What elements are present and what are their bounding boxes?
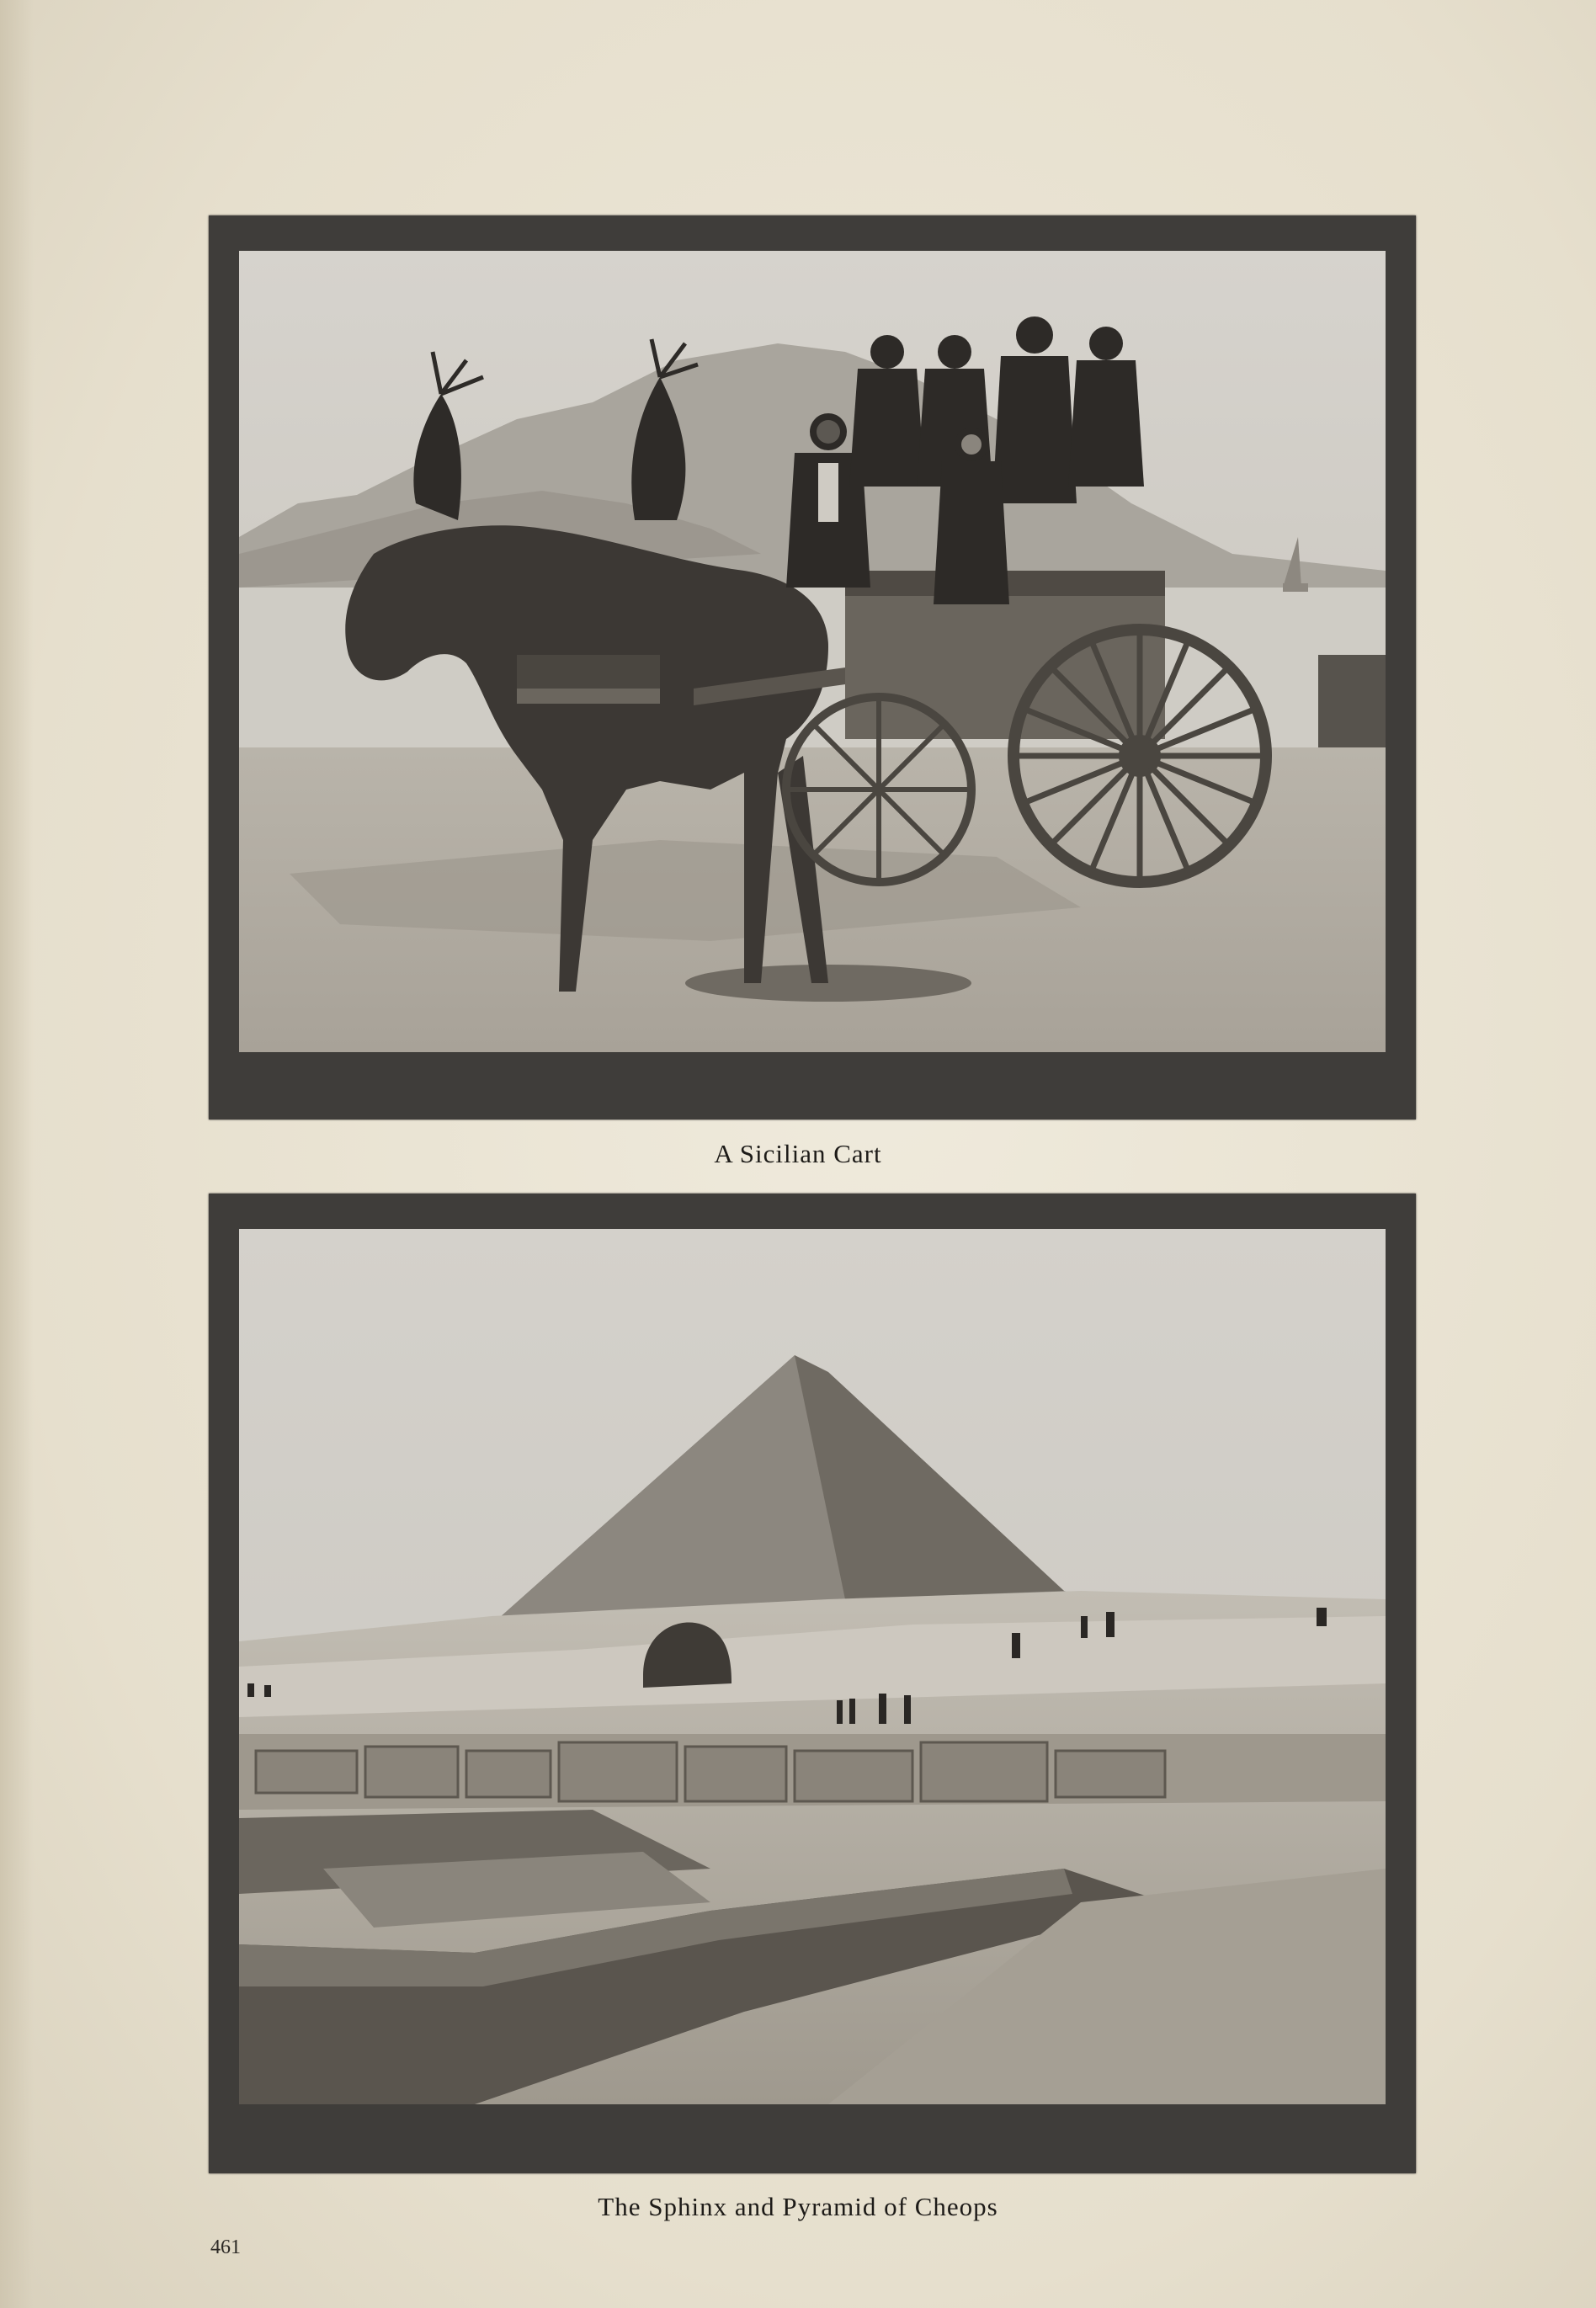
plate-sphinx-pyramid <box>209 1194 1416 2173</box>
plate-sicilian-cart <box>209 215 1416 1119</box>
caption-sphinx-pyramid: The Sphinx and Pyramid of Cheops <box>598 2192 998 2221</box>
photo-sicilian-cart <box>239 251 1386 1052</box>
page-number: 461 <box>210 2236 241 2258</box>
photo-sphinx-pyramid <box>239 1229 1386 2104</box>
caption-sicilian-cart: A Sicilian Cart <box>714 1139 882 1168</box>
